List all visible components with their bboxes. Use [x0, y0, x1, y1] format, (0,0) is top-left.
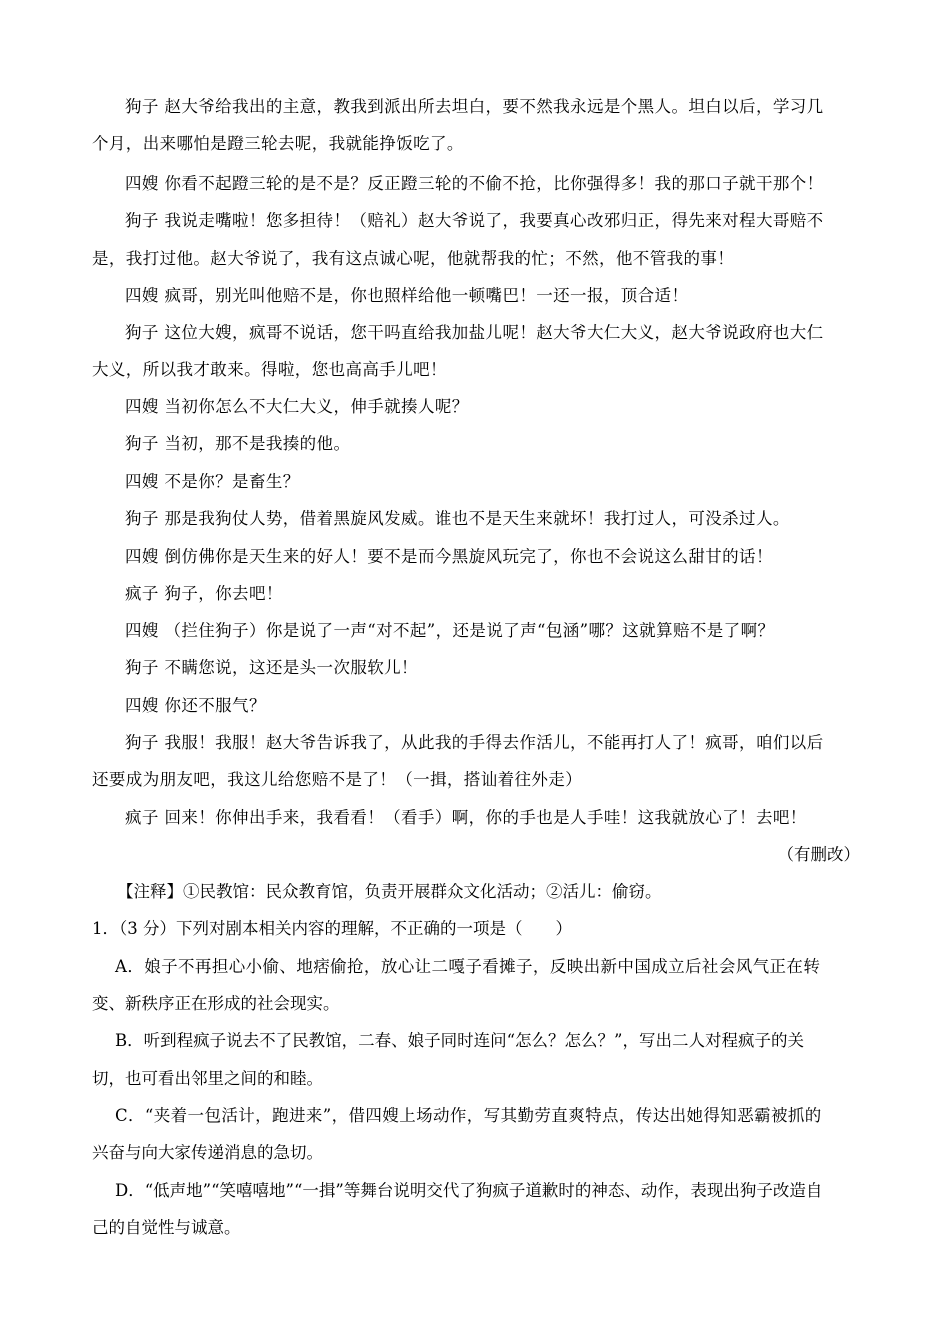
- dialogue-line: 四嫂 不是你？是畜生？: [125, 472, 300, 491]
- source-note: （有删改）: [777, 845, 860, 864]
- option-b: B．听到程疯子说去不了民教馆，二春、娘子同时连问“怎么？怎么？”，写出二人对程疯子的关: [115, 1031, 804, 1050]
- dialogue-line: 疯子 回来！你伸出手来，我看看！（看手）啊，你的手也是人手哇！这我就放心了！去吧！: [125, 808, 807, 827]
- dialogue-line: 狗子 我服！我服！赵大爷告诉我了，从此我的手得去作活儿，不能再打人了！疯哥，咱们以后: [125, 733, 824, 752]
- dialogue-line: 四嫂 你看不起蹬三轮的是不是？反正蹬三轮的不偷不抢，比你强得多！我的那口子就干那个！: [125, 174, 824, 193]
- annotation-note: 【注释】①民教馆：民众教育馆，负责开展群众文化活动；②活儿：偷窃。: [117, 882, 662, 901]
- dialogue-line: 狗子 那是我狗仗人势，借着黑旋风发威。谁也不是天生来就坏！我打过人，可没杀过人。: [125, 509, 790, 528]
- option-a: A．娘子不再担心小偷、地痞偷抢，放心让二嘎子看摊子，反映出新中国成立后社会风气正在转: [115, 957, 821, 976]
- question-stem: 1．（3 分）下列对剧本相关内容的理解，不正确的一项是（ ）: [92, 919, 572, 938]
- option-d: D．“低声地”“笑嘻嘻地”“一揖”等舞台说明交代了狗疯子道歉时的神态、动作，表现出狗子改造自: [115, 1181, 823, 1200]
- option-c-cont: 兴奋与向大家传递消息的急切。: [92, 1143, 323, 1162]
- dialogue-line: 狗子 不瞒您说，这还是头一次服软儿！: [125, 658, 418, 677]
- option-b-cont: 切，也可看出邻里之间的和睦。: [92, 1069, 323, 1088]
- dialogue-line: 四嫂 （拦住狗子）你是说了一声“对不起”，还是说了声“包涵”哪？这就算赔不是了啊？: [125, 621, 775, 640]
- dialogue-line: 狗子 这位大嫂，疯哥不说话，您干吗直给我加盐儿呢！赵大爷大仁大义，赵大爷说政府也大仁: [125, 323, 824, 342]
- dialogue-line: 大义，所以我才敢来。得啦，您也高高手儿吧！: [92, 360, 447, 379]
- dialogue-line: 狗子 当初，那不是我揍的他。: [125, 434, 351, 453]
- dialogue-line: 四嫂 倒仿佛你是天生来的好人！要不是而今黑旋风玩完了，你也不会说这么甜甘的话！: [125, 547, 773, 566]
- dialogue-line: 还要成为朋友吧，我这儿给您赔不是了！（一揖，搭讪着往外走）: [92, 770, 583, 789]
- dialogue-line: 狗子 赵大爷给我出的主意，教我到派出所去坦白，要不然我永远是个黑人。坦白以后，学习几: [125, 97, 824, 116]
- dialogue-line: 是，我打过他。赵大爷说了，我有这点诚心呢，他就帮我的忙；不然，他不管我的事！: [92, 249, 735, 268]
- dialogue-line: 四嫂 当初你怎么不大仁大义，伸手就揍人呢？: [125, 397, 469, 416]
- option-d-cont: 己的自觉性与诚意。: [92, 1218, 241, 1237]
- dialogue-line: 个月，出来哪怕是蹬三轮去呢，我就能挣饭吃了。: [92, 134, 464, 153]
- option-c: C．“夹着一包活计，跑进来”，借四嫂上场动作，写其勤劳直爽特点，传达出她得知恶霸被抓的: [115, 1106, 822, 1125]
- dialogue-line: 四嫂 你还不服气？: [125, 696, 266, 715]
- dialogue-line: 狗子 我说走嘴啦！您多担待！（赔礼）赵大爷说了，我要真心改邪归正，得先来对程大哥赔不: [125, 211, 824, 230]
- dialogue-line: 四嫂 疯哥，别光叫他赔不是，你也照样给他一顿嘴巴！一还一报，顶合适！: [125, 286, 689, 305]
- dialogue-line: 疯子 狗子，你去吧！: [125, 584, 283, 603]
- option-a-cont: 变、新秩序正在形成的社会现实。: [92, 994, 340, 1013]
